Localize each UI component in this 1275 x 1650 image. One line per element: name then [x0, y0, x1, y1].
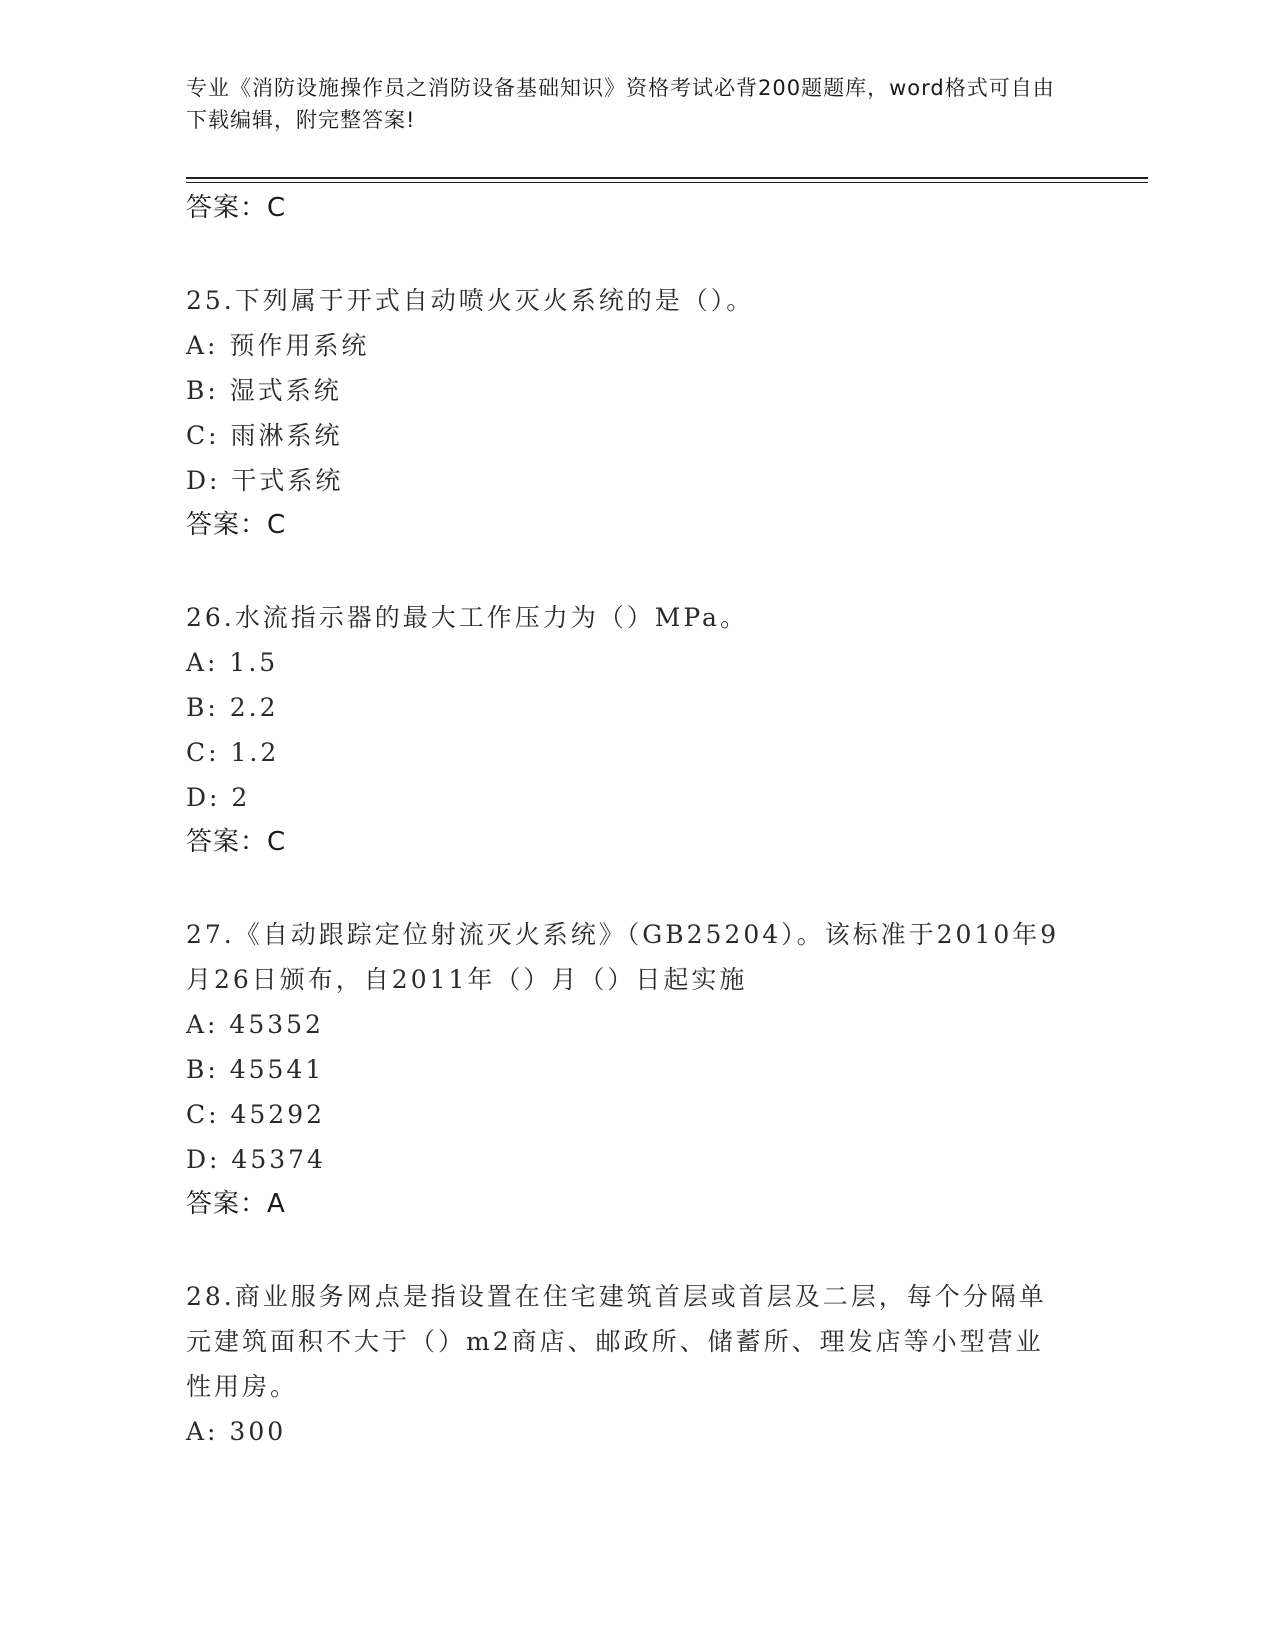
question-25 [186, 278, 1066, 548]
option-d: D: 2 [186, 783, 251, 812]
option-b: B: 湿式系统 [186, 376, 342, 405]
option-d: D: 45374 [186, 1145, 326, 1174]
answer-line-24 [186, 186, 1066, 231]
answer-value: C [267, 193, 287, 223]
answer-label: 答案： [186, 193, 268, 223]
question-stem: 26.水流指示器的最大工作压力为（）MPa。 [186, 603, 748, 632]
option-c: C: 45292 [186, 1100, 326, 1129]
header-rule-thin [186, 182, 1148, 183]
option-a: A: 300 [186, 1417, 287, 1446]
spacer [186, 548, 1066, 595]
option-b: B: 45541 [186, 1055, 325, 1084]
option-a: A: 预作用系统 [186, 331, 370, 360]
option-d: D: 干式系统 [186, 466, 344, 495]
question-27 [186, 912, 1066, 1227]
document-header-text: 专业《消防设施操作员之消防设备基础知识》资格考试必背200题题库，word格式可自由下载编辑，附完整答案! [186, 76, 1055, 132]
answer-label: 答案： [186, 1189, 268, 1219]
spacer [186, 865, 1066, 912]
question-list [186, 186, 1066, 1454]
question-28 [186, 1274, 1066, 1454]
question-26 [186, 595, 1066, 865]
option-b: B: 2.2 [186, 693, 279, 722]
option-c: C: 1.2 [186, 738, 280, 767]
header-rule-thick [186, 177, 1148, 179]
answer-label: 答案： [186, 510, 268, 540]
answer-line [186, 503, 1066, 548]
option-a: A: 45352 [186, 1010, 324, 1039]
option-a: A: 1.5 [186, 648, 279, 677]
answer-value: C [267, 510, 287, 540]
answer-line [186, 820, 1066, 865]
answer-value: A [267, 1189, 286, 1219]
option-c: C: 雨淋系统 [186, 421, 343, 450]
spacer [186, 231, 1066, 278]
answer-value: C [267, 827, 287, 857]
question-stem: 27.《自动跟踪定位射流灭火系统》（GB25204）。该标准于2010年9月26日颁布，自2011年（）月（）日起实施 [186, 920, 1060, 994]
question-stem: 28.商业服务网点是指设置在住宅建筑首层或首层及二层，每个分隔单元建筑面积不大于（）m2商店、邮政所、储蓄所、理发店等小型营业性用房。 [186, 1282, 1047, 1401]
spacer [186, 1227, 1066, 1274]
answer-line [186, 1182, 1066, 1227]
answer-label: 答案： [186, 827, 268, 857]
question-stem: 25.下列属于开式自动喷火灭火系统的是（）。 [186, 286, 755, 315]
